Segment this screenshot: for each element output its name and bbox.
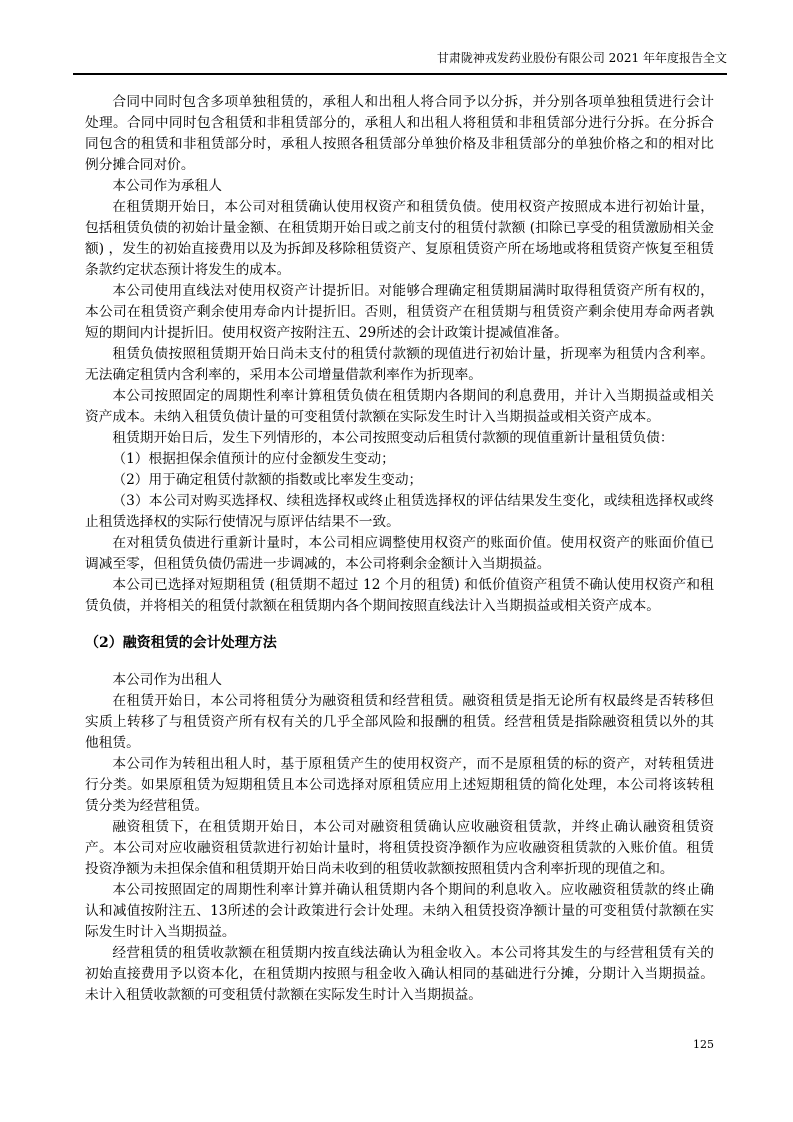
paragraph-short-term-lease: 本公司已选择对短期租赁 (租赁期不超过 12 个月的租赁) 和低价值资产租赁不确认使用权资产和租赁负债，并将相关的租赁付款额在租赁期内各个期间按照直线法计入当期损益或相关资产成本。 — [85, 577, 714, 614]
page-header — [73, 50, 727, 75]
paragraph-interest-income: 本公司按照固定的周期性利率计算并确认租赁期内各个期间的利息收入。应收融资租赁款的终止确认和减值按附注五、13所述的会计政策进行会计处理。未纳入租赁投资净额计量的可变租赁付款额在实际发生时计入当期损益。 — [85, 882, 714, 940]
paragraph-lease-classification: 在租赁开始日，本公司将租赁分为融资租赁和经营租赁。融资租赁是指无论所有权最终是否转移但实质上转移了与租赁资产所有权有关的几乎全部风险和报酬的租赁。经营租赁是指除融资租赁以外的其他租赁。 — [85, 693, 714, 751]
paragraph-remeasure-intro: 租赁期开始日后，发生下列情形的，本公司按照变动后租赁付款额的现值重新计量租赁负债： — [112, 430, 674, 446]
paragraph-interest-expense: 本公司按照固定的周期性利率计算租赁负债在租赁期内各期间的利息费用，并计入当期损益或相关资产成本。未纳入租赁负债计量的可变租赁付款额在实际发生时计入当期损益或相关资产成本。 — [85, 388, 714, 425]
paragraph-finance-lease-receivable: 融资租赁下，在租赁期开始日，本公司对融资租赁确认应收融资租赁款，并终止确认融资租赁资产。本公司对应收融资租赁款进行初始计量时，将租赁投资净额作为应收融资租赁款的入账价值。租赁投资净额为未担保余值和租赁期开始日尚未收到的租赁收款额按照租赁内含利率折现的现值之和。 — [85, 819, 714, 877]
paragraph-sublease: 本公司作为转租出租人时，基于原租赁产生的使用权资产，而不是原租赁的标的资产，对转租赁进行分类。如果原租赁为短期租赁且本公司选择对原租赁应用上述短期租赁的简化处理，本公司将该转租赁分类为经营租赁。 — [85, 756, 714, 814]
list-item-3: （3）本公司对购买选择权、续租选择权或终止租赁选择权的评估结果发生变化，或续租选择权或终止租赁选择权的实际行使情况与原评估结果不一致。 — [85, 493, 714, 530]
page-footer — [85, 1038, 714, 1052]
page-number: 125 — [693, 1038, 714, 1051]
section-heading-finance-lease: （2）融资租赁的会计处理方法 — [85, 635, 277, 651]
paragraph-lease-liability: 租赁负债按照租赁期开始日尚未支付的租赁付款额的现值进行初始计量，折现率为租赁内含利率。无法确定租赁内含利率的，采用本公司增量借款利率作为折现率。 — [85, 346, 714, 383]
list-item-2: （2）用于确定租赁付款额的指数或比率发生变动； — [112, 472, 423, 488]
paragraph-initial-measurement: 在租赁期开始日，本公司对租赁确认使用权资产和租赁负债。使用权资产按照成本进行初始计量，包括租赁负债的初始计量金额、在租赁期开始日或之前支付的租赁付款额 (扣除已享受的租赁激励相关金额) ，发生的初始直接费用以及为拆卸及移除租赁资产、复原租赁资产所在场地或将租赁资产恢复至租赁条款约定状态预计将发生的成本。 — [85, 199, 714, 278]
paragraph-lease-split: 合同中同时包含多项单独租赁的，承租人和出租人将合同予以分拆，并分别各项单独租赁进行会计处理。合同中同时包含租赁和非租赁部分的，承租人和出租人将租赁和非租赁部分进行分拆。在分拆合同包含的租赁和非租赁部分时，承租人按照各租赁部分单独价格及非租赁部分的单独价格之和的相对比例分摊合同对价。 — [85, 94, 714, 173]
paragraph-as-lessee: 本公司作为承租人 — [112, 178, 222, 194]
document-content — [85, 92, 714, 1006]
paragraph-as-lessor: 本公司作为出租人 — [112, 672, 222, 688]
list-item-1: （1）根据担保余值预计的应付金额发生变动； — [112, 451, 395, 467]
paragraph-depreciation: 本公司使用直线法对使用权资产计提折旧。对能够合理确定租赁期届满时取得租赁资产所有权的，本公司在租赁资产剩余使用寿命内计提折旧。否则，租赁资产在租赁期与租赁资产剩余使用寿命两者孰短的期间内计提折旧。使用权资产按附注五、29所述的会计政策计提减值准备。 — [85, 283, 714, 341]
paragraph-operating-lease-income: 经营租赁的租赁收款额在租赁期内按直线法确认为租金收入。本公司将其发生的与经营租赁有关的初始直接费用予以资本化，在租赁期内按照与租金收入确认相同的基础进行分摊，分期计入当期损益。未计入租赁收款额的可变租赁付款额在实际发生时计入当期损益。 — [85, 945, 714, 1003]
paragraph-remeasurement-adjust: 在对租赁负债进行重新计量时，本公司相应调整使用权资产的账面价值。使用权资产的账面价值已调减至零，但租赁负债仍需进一步调减的，本公司将剩余金额计入当期损益。 — [85, 535, 714, 572]
header-title: 甘肃陇神戎发药业股份有限公司 2021 年年度报告全文 — [436, 51, 727, 65]
